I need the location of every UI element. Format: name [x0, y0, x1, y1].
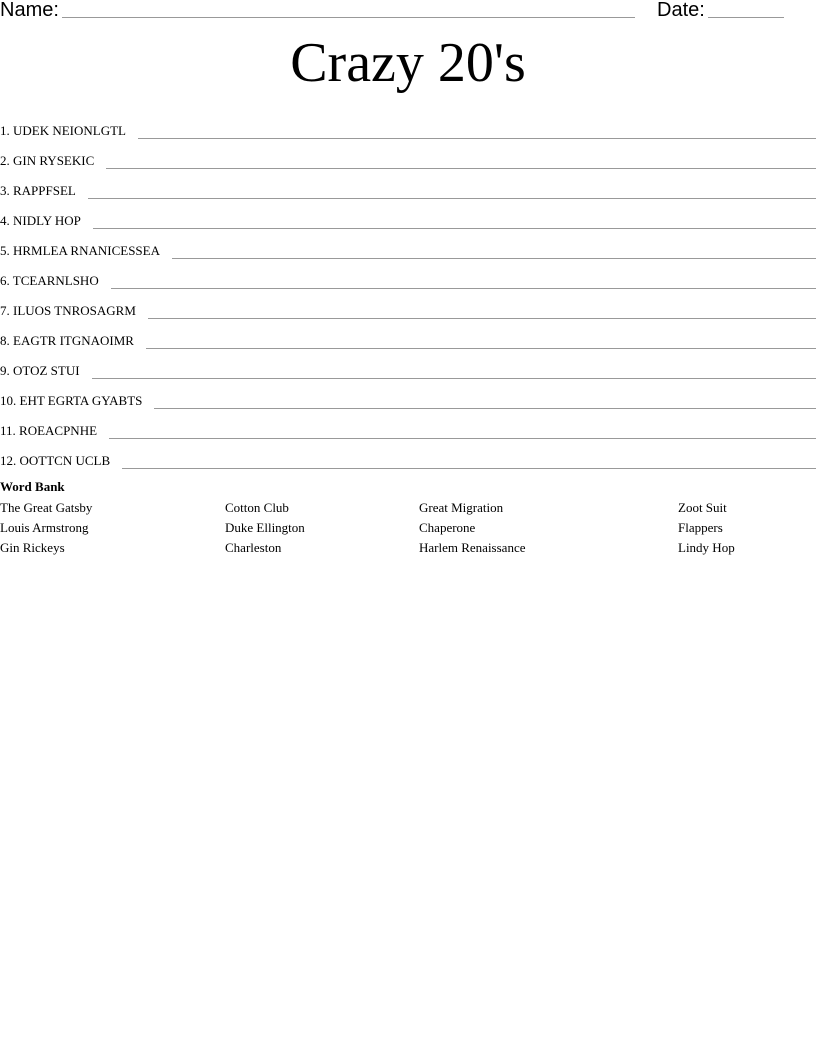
- question-label: 5. HRMLEA RNANICESSEA: [0, 243, 160, 258]
- question-label: 9. OTOZ STUI: [0, 363, 80, 378]
- name-field-line[interactable]: [62, 17, 635, 18]
- answer-line[interactable]: [109, 438, 816, 439]
- word-bank-item: Chaperone: [419, 520, 476, 535]
- word-bank-item: Flappers: [678, 520, 723, 535]
- question-row: [0, 350, 816, 380]
- question-label: 1. UDEK NEIONLGTL: [0, 123, 127, 138]
- answer-line[interactable]: [88, 198, 816, 199]
- word-bank-item: Duke Ellington: [225, 520, 305, 535]
- answer-line[interactable]: [111, 288, 816, 289]
- word-bank-item: Louis Armstrong: [0, 520, 89, 535]
- word-bank-item: Gin Rickeys: [0, 540, 65, 555]
- question-label: 3. RAPPFSEL: [0, 183, 76, 198]
- question-row: [0, 260, 816, 290]
- word-bank-item: Zoot Suit: [678, 500, 727, 515]
- word-bank-item: Harlem Renaissance: [419, 540, 526, 555]
- answer-line[interactable]: [93, 228, 816, 229]
- date-label: Date:: [657, 0, 705, 21]
- question-label: 11. ROEACPNHE: [0, 423, 98, 438]
- word-bank: [0, 478, 816, 558]
- question-label: 4. NIDLY HOP: [0, 213, 81, 228]
- answer-line[interactable]: [154, 408, 816, 409]
- question-label: 2. GIN RYSEKIC: [0, 153, 95, 168]
- name-label: Name:: [0, 0, 59, 21]
- question-row: [0, 110, 816, 140]
- question-label: 6. TCEARNLSHO: [0, 273, 99, 288]
- answer-line[interactable]: [146, 348, 816, 349]
- date-field-line[interactable]: [708, 17, 784, 18]
- answer-line[interactable]: [122, 468, 816, 469]
- word-bank-grid: [0, 498, 816, 558]
- question-label: 8. EAGTR ITGNAOIMR: [0, 333, 134, 348]
- word-bank-item: Charleston: [225, 540, 282, 555]
- answer-line[interactable]: [148, 318, 816, 319]
- answer-line[interactable]: [138, 138, 816, 139]
- answer-line[interactable]: [92, 378, 816, 379]
- question-row: [0, 200, 816, 230]
- word-bank-item: Great Migration: [419, 500, 504, 515]
- question-row: [0, 170, 816, 200]
- question-row: [0, 410, 816, 440]
- word-bank-title: Word Bank: [0, 479, 65, 494]
- word-bank-item: The Great Gatsby: [0, 500, 93, 515]
- question-label: 12. OOTTCN UCLB: [0, 453, 111, 468]
- question-row: [0, 320, 816, 350]
- question-row: [0, 380, 816, 410]
- question-label: 7. ILUOS TNROSAGRM: [0, 303, 136, 318]
- page-title: Crazy 20's: [290, 32, 526, 94]
- worksheet-header: [0, 0, 816, 24]
- answer-line[interactable]: [172, 258, 816, 259]
- question-row: [0, 290, 816, 320]
- question-row: [0, 230, 816, 260]
- question-list: [0, 110, 816, 470]
- answer-line[interactable]: [106, 168, 816, 169]
- word-bank-item: Lindy Hop: [678, 540, 735, 555]
- question-row: [0, 140, 816, 170]
- word-bank-item: Cotton Club: [225, 500, 289, 515]
- question-row: [0, 440, 816, 470]
- question-label: 10. EHT EGRTA GYABTS: [0, 393, 143, 408]
